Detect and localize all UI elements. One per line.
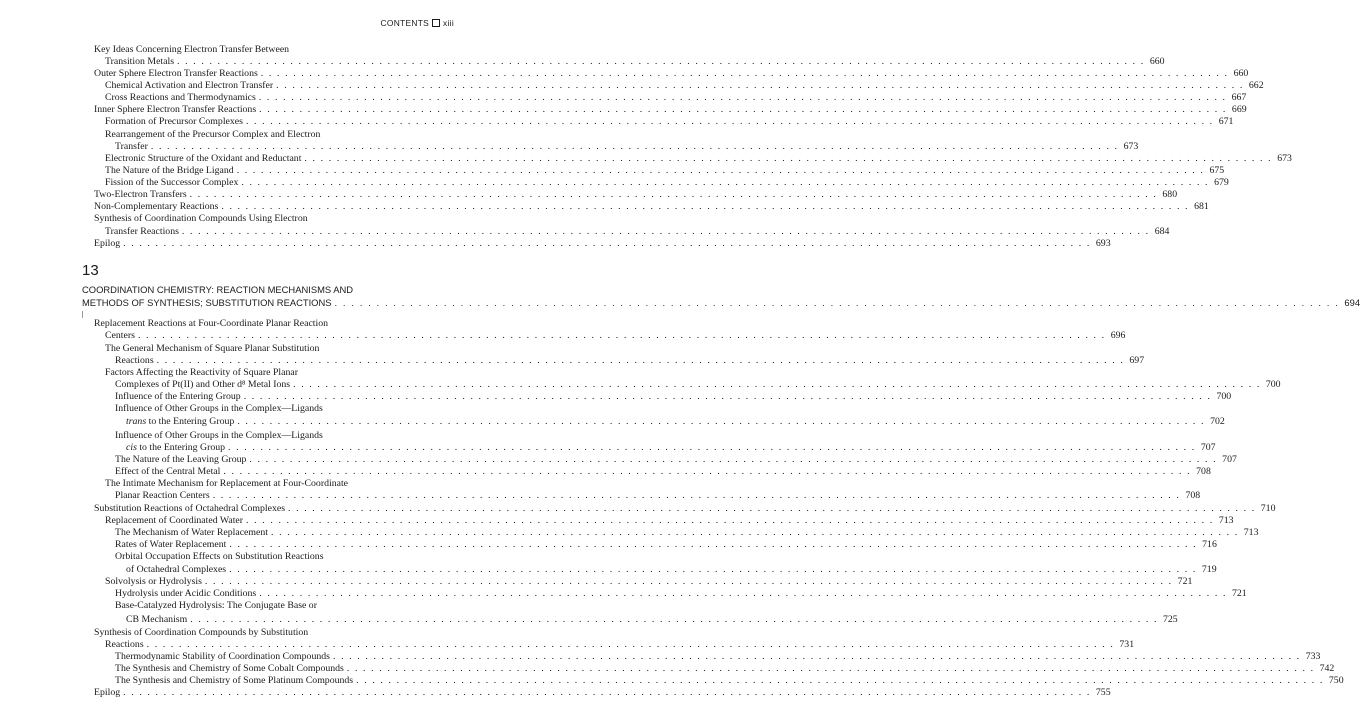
dot-leader: . . . . . . . . . . . . . . . . . . . . . . . . . . . . . . . . . . . . . . . . . . . . . . . . . . . . . . . . . . . . . . . . . . . . . . . . . . . . . . . . . . . . . . . . . . . . . . . . . . . . . . . . . . . . . . . . . . . . . . . .: [177, 56, 1145, 67]
dot-leader: . . . . . . . . . . . . . . . . . . . . . . . . . . . . . . . . . . . . . . . . . . . . . . . . . . . . . . . . . . . . . . . . . . . . . . . . . . . . . . . . . . . . . . . . . . . . . . . . . . . . . . . . . . . . . . . . . . . . . . . .: [249, 454, 1218, 465]
toc-entry-title: Transfer Reactions: [105, 226, 179, 237]
toc-entry-title: Fission of the Successor Complex: [105, 177, 239, 188]
toc-entry-title: Epilog: [94, 687, 121, 698]
dot-leader: . . . . . . . . . . . . . . . . . . . . . . . . . . . . . . . . . . . . . . . . . . . . . . . . . . . . . . . . . . . . . . . . . . . . . . . . . . . . . . . . . . . . . . . . . . . . . . . . . . . . . . . . . . . . . . . . . . . . . . . .: [334, 297, 1340, 308]
dot-leader: . . . . . . . . . . . . . . . . . . . . . . . . . . . . . . . . . . . . . . . . . . . . . . . . . . . . . . . . . . . . . . . . . . . . . . . . . . . . . . . . . . . . . . . . . . . . . . . . . . . . . . . . . . . . . . . . . . . . . . . .: [332, 651, 1301, 662]
dot-leader: . . . . . . . . . . . . . . . . . . . . . . . . . . . . . . . . . . . . . . . . . . . . . . . . . . . . . . . . . . . . . . . . . . . . . . . . . . . . . . . . . . . . . . . . . . . . . . . . . . . . . . . . . . . . . . . . . . . . . . . .: [260, 68, 1229, 79]
dot-leader: . . . . . . . . . . . . . . . . . . . . . . . . . . . . . . . . . . . . . . . . . . . . . . . . . . . . . . . . . . . . . . . . . . . . . . . . . . . . . . . . . . . . . . . . . . . . . . . . . . . . . . . . . . . . . . . . . . . . . . . .: [146, 639, 1115, 650]
dot-leader: . . . . . . . . . . . . . . . . . . . . . . . . . . . . . . . . . . . . . . . . . . . . . . . . . . . . . . . . . . . . . . . . . . . . . . . . . . . . . . . . . . . . . . . . . . . . . . . . . . . . . . . . . . . . . . . . . . . . . . . .: [137, 330, 1106, 341]
dot-leader: . . . . . . . . . . . . . . . . . . . . . . . . . . . . . . . . . . . . . . . . . . . . . . . . . . . . . . . . . . . . . . . . . . . . . . . . . . . . . . . . . . . . . . . . . . . . . . . . . . . . . . . . . . . . . . . . . . . . . . . .: [258, 92, 1227, 103]
toc-entry: [105, 129, 454, 141]
toc-entry-page: 675: [1209, 165, 1225, 176]
toc-entry-title: COORDINATION CHEMISTRY: REACTION MECHANISMS AND: [82, 284, 354, 295]
toc-entry-page: 696: [1110, 330, 1126, 341]
toc-entry-title: Solvolysis or Hydrolysis: [105, 576, 202, 587]
toc-entry: [105, 165, 1225, 177]
toc-entry-page: 660: [1149, 56, 1165, 67]
toc-entry: [115, 391, 1232, 403]
toc-entry-page: 679: [1214, 177, 1229, 188]
toc-entry: [115, 379, 1281, 391]
toc-entry-title: of Octahedral Complexes: [126, 564, 227, 575]
toc-entry-page: 681: [1194, 201, 1209, 212]
toc-entry-title: Formation of Precursor Complexes: [105, 116, 243, 127]
toc-entry: [105, 639, 1135, 651]
dot-leader: . . . . . . . . . . . . . . . . . . . . . . . . . . . . . . . . . . . . . . . . . . . . . . . . . . . . . . . . . . . . . . . . . . . . . . . . . . . . . . . . . . . . . . . . . . . . . . . . . . . . . . . . . . . . . . . . . . . . . . . .: [181, 226, 1150, 237]
toc-entry: [105, 92, 1247, 104]
toc-entry: [126, 416, 1225, 428]
dot-leader: . . . . . . . . . . . . . . . . . . . . . . . . . . . . . . . . . . . . . . . . . . . . . . . . . . . . . . . . . . . . . . . . . . . . . . . . . . . . . . . . . . . . . . . . . . . . . . . . . . . . . . . . . . . . . . . . . . . . . . . .: [237, 416, 1206, 427]
toc-entry-page: 669: [1231, 104, 1247, 115]
toc-entry-page: 667: [1231, 92, 1247, 103]
running-head: [381, 18, 454, 28]
dot-leader: . . . . . . . . . . . . . . . . . . . . . . . . . . . . . . . . . . . . . . . . . . . . . . . . . . . . . . . . . . . . . . . . . . . . . . . . . . . . . . . . . . . . . . . . . . . . . . . . . . . . . . . . . . . . . . . . . . . . . . . .: [241, 177, 1210, 188]
toc-entry-page: 708: [1196, 466, 1211, 477]
toc-entry: [126, 564, 1217, 576]
toc-entry-page: 673: [1277, 153, 1292, 164]
dot-leader: . . . . . . . . . . . . . . . . . . . . . . . . . . . . . . . . . . . . . . . . . . . . . . . . . . . . . . . . . . . . . . . . . . . . . . . . . . . . . . . . . . . . . . . . . . . . . . . . . . . . . . . . . . . . . . . . . . . . . . . .: [356, 675, 1324, 686]
dot-leader: . . . . . . . . . . . . . . . . . . . . . . . . . . . . . . . . . . . . . . . . . . . . . . . . . . . . . . . . . . . . . . . . . . . . . . . . . . . . . . . . . . . . . . . . . . . . . . . . . . . . . . . . . . . . . . . . . . . . . . . .: [223, 466, 1192, 477]
toc-entry-title: The Synthesis and Chemistry of Some Cobalt Compounds: [115, 663, 344, 674]
toc-entry-title: Factors Affecting the Reactivity of Square Planar: [105, 367, 298, 378]
toc-entry-title: Synthesis of Coordination Compounds Using Electron: [94, 213, 308, 224]
toc-entry-title: Rearrangement of the Precursor Complex and Electron: [105, 129, 321, 140]
toc-entry-page: 731: [1119, 639, 1135, 650]
dot-leader: . . . . . . . . . . . . . . . . . . . . . . . . . . . . . . . . . . . . . . . . . . . . . . . . . . . . . . . . . . . . . . . . . . . . . . . . . . . . . . . . . . . . . . . . . . . . . . . . . . . . . . . . . . . . . . . . . . . . . . . .: [245, 116, 1214, 127]
running-head-page: xiii: [443, 18, 454, 28]
dot-leader: . . . . . . . . . . . . . . . . . . . . . . . . . . . . . . . . . . . . . . . . . . . . . . . . . . . . . . . . . . . . . . . . . . . . . . . . . . . . . . . . . . . . . . . . . . . . . . . . . . . . . . . . . . . . . . . . . . . . . . . .: [236, 165, 1205, 176]
toc-entry: [94, 201, 1209, 213]
toc-entry-page: 707: [1222, 454, 1237, 465]
toc-entry-title: Inner Sphere Electron Transfer Reactions: [94, 104, 257, 115]
toc-entry: [115, 551, 454, 563]
toc-entry-title: METHODS OF SYNTHESIS; SUBSTITUTION REACTIONS: [82, 297, 332, 308]
dot-leader: . . . . . . . . . . . . . . . . . . . . . . . . . . . . . . . . . . . . . . . . . . . . . . . . . . . . . . . . . . . . . . . . . . . . . . . . . . . . . . . . . . . . . . . . . . . . . . . . . . . . . . . . . . . . . . . . . . . . . . . .: [259, 588, 1227, 599]
chapter-number: 13: [82, 262, 99, 279]
toc-entry-page: 680: [1162, 189, 1178, 200]
toc-entry: [94, 687, 1111, 699]
toc-entry: [105, 177, 1229, 189]
toc-entry-title: Influence of Other Groups in the Complex—Ligands: [115, 430, 323, 441]
toc-entry-page: 710: [1260, 503, 1276, 514]
toc-entry-title: cis to the Entering Group: [126, 442, 226, 453]
toc-entry-title: Two-Electron Transfers: [94, 189, 187, 200]
toc-entry: [115, 141, 1139, 153]
toc-entry-title: Reactions: [105, 639, 144, 650]
toc-entry: [105, 226, 1170, 238]
toc-entry-title: Influence of the Entering Group: [115, 391, 241, 402]
toc-entry-title: Influence of Other Groups in the Complex—Ligands: [115, 403, 323, 414]
toc-entry: [126, 442, 1216, 454]
toc-entry-title: The Mechanism of Water Replacement: [115, 527, 268, 538]
toc-entry-page: 684: [1154, 226, 1170, 237]
toc-entry-title: Synthesis of Coordination Compounds by Substitution: [94, 627, 309, 638]
dot-leader: . . . . . . . . . . . . . . . . . . . . . . . . . . . . . . . . . . . . . . . . . . . . . . . . . . . . . . . . . . . . . . . . . . . . . . . . . . . . . . . . . . . . . . . . . . . . . . . . . . . . . . . . . . . . . . . . . . . . . . . .: [212, 490, 1181, 501]
toc-entry-title: Planar Reaction Centers: [115, 490, 210, 501]
toc-entry-title: CB Mechanism: [126, 614, 188, 625]
toc-entry: [115, 490, 1201, 502]
toc-entry-title: The Nature of the Leaving Group: [115, 454, 247, 465]
toc-entry-page: 702: [1210, 416, 1225, 427]
toc-entry-page: 733: [1305, 651, 1321, 662]
toc-entry-title: Base-Catalyzed Hydrolysis: The Conjugate Base or: [115, 600, 317, 611]
dot-leader: . . . . . . . . . . . . . . . . . . . . . . . . . . . . . . . . . . . . . . . . . . . . . . . . . . . . . . . . . . . . . . . . . . . . . . . . . . . . . . . . . . . . . . . . . . . . . . . . . . . . . . . . . . . . . . . . . . . . . . . .: [189, 189, 1158, 200]
toc-entry-page: 707: [1200, 442, 1216, 453]
running-head-label: CONTENTS: [380, 18, 430, 28]
toc-entry: [115, 663, 1335, 675]
toc-entry: [94, 189, 1178, 201]
square-box-icon: [432, 19, 440, 27]
toc-entry-title: The General Mechanism of Square Planar Substitution: [105, 343, 320, 354]
toc-entry-title: Thermodynamic Stability of Coordination Compounds: [115, 651, 330, 662]
dot-leader: . . . . . . . . . . . . . . . . . . . . . . . . . . . . . . . . . . . . . . . . . . . . . . . . . . . . . . . . . . . . . . . . . . . . . . . . . . . . . . . . . . . . . . . . . . . . . . . . . . . . . . . . . . . . . . . . . . . . . . . .: [259, 104, 1227, 115]
toc-entry-title: trans to the Entering Group: [126, 416, 235, 427]
toc-entry: [94, 44, 454, 56]
toc-entry: [94, 213, 454, 225]
toc-entry-page: 708: [1185, 490, 1201, 501]
toc-entry: [105, 576, 1193, 588]
toc-entry-title: Transition Metals: [105, 56, 175, 67]
toc-entry-title: Replacement Reactions at Four-Coordinate Planar Reaction: [94, 318, 329, 329]
toc-entry-page: 697: [1129, 355, 1145, 366]
dot-leader: . . . . . . . . . . . . . . . . . . . . . . . . . . . . . . . . . . . . . . . . . . . . . . . . . . . . . . . . . . . . . . . . . . . . . . . . . . . . . . . . . . . . . . . . . . . . . . . . . . . . . . . . . . . . . . . . . . . . . . . .: [346, 663, 1315, 674]
toc-entry: [105, 56, 1165, 68]
toc-entry: [105, 116, 1234, 128]
toc-entry-page: 742: [1319, 663, 1335, 674]
toc-entry: [105, 515, 1234, 527]
toc-entry: [82, 284, 454, 296]
toc-entry: [94, 503, 1276, 515]
dot-leader: . . . . . . . . . . . . . . . . . . . . . . . . . . . . . . . . . . . . . . . . . . . . . . . . . . . . . . . . . . . . . . . . . . . . . . . . . . . . . . . . . . . . . . . . . . . . . . . . . . . . . . . . . . . . . . . . . . . . . . . .: [229, 564, 1197, 575]
dot-leader: . . . . . . . . . . . . . . . . . . . . . . . . . . . . . . . . . . . . . . . . . . . . . . . . . . . . . . . . . . . . . . . . . . . . . . . . . . . . . . . . . . . . . . . . . . . . . . . . . . . . . . . . . . . . . . . . . . . . . . . .: [150, 141, 1119, 152]
toc-entry-page: 662: [1248, 80, 1264, 91]
toc-entry-title: Chemical Activation and Electron Transfer: [105, 80, 274, 91]
toc-entry-page: 716: [1202, 539, 1217, 550]
dot-leader: . . . . . . . . . . . . . . . . . . . . . . . . . . . . . . . . . . . . . . . . . . . . . . . . . . . . . . . . . . . . . . . . . . . . . . . . . . . . . . . . . . . . . . . . . . . . . . . . . . . . . . . . . . . . . . . . . . . . . . . .: [243, 391, 1212, 402]
toc-entry-title: Rates of Water Replacement: [115, 539, 227, 550]
toc-entry: [115, 539, 1217, 551]
toc-entry-page: 719: [1201, 564, 1217, 575]
toc-entry-title: Complexes of Pt(II) and Other d⁸ Metal Ions: [115, 379, 291, 390]
toc-entry: [115, 466, 1211, 478]
toc-entry-title: Non-Complementary Reactions: [94, 201, 219, 212]
toc-entry-title: Orbital Occupation Effects on Substitution Reactions: [115, 551, 324, 562]
toc-entry-page: 713: [1218, 515, 1234, 526]
toc-entry-title: The Intimate Mechanism for Replacement at Four-Coordinate: [105, 478, 349, 489]
toc-entry: [82, 297, 1360, 309]
toc-entry: [94, 68, 1249, 80]
toc-entry: [126, 614, 1178, 626]
toc-entry: [115, 651, 1321, 663]
toc-entry: [115, 527, 1259, 539]
toc-entry-page: 673: [1123, 141, 1139, 152]
toc-entry-title: Reactions: [115, 355, 154, 366]
toc-entry: [115, 588, 1247, 600]
toc-entry: [94, 104, 1247, 116]
toc-entry: [94, 318, 454, 330]
toc-entry-page: 713: [1243, 527, 1259, 538]
dot-leader: . . . . . . . . . . . . . . . . . . . . . . . . . . . . . . . . . . . . . . . . . . . . . . . . . . . . . . . . . . . . . . . . . . . . . . . . . . . . . . . . . . . . . . . . . . . . . . . . . . . . . . . . . . . . . . . . . . . . . . . .: [304, 153, 1273, 164]
toc-entry-page: 700: [1265, 379, 1281, 390]
toc-entry-title: Electronic Structure of the Oxidant and Reductant: [105, 153, 302, 164]
toc-entry-title: Epilog: [94, 238, 121, 249]
dot-leader: . . . . . . . . . . . . . . . . . . . . . . . . . . . . . . . . . . . . . . . . . . . . . . . . . . . . . . . . . . . . . . . . . . . . . . . . . . . . . . . . . . . . . . . . . . . . . . . . . . . . . . . . . . . . . . . . . . . . . . . .: [288, 503, 1256, 514]
toc-entry: [105, 330, 1126, 342]
dot-leader: . . . . . . . . . . . . . . . . . . . . . . . . . . . . . . . . . . . . . . . . . . . . . . . . . . . . . . . . . . . . . . . . . . . . . . . . . . . . . . . . . . . . . . . . . . . . . . . . . . . . . . . . . . . . . . . . . . . . . . . .: [156, 355, 1125, 366]
toc-entry-title: Substitution Reactions of Octahedral Complexes: [94, 503, 286, 514]
dot-leader: . . . . . . . . . . . . . . . . . . . . . . . . . . . . . . . . . . . . . . . . . . . . . . . . . . . . . . . . . . . . . . . . . . . . . . . . . . . . . . . . . . . . . . . . . . . . . . . . . . . . . . . . . . . . . . . . . . . . . . . .: [246, 515, 1214, 526]
toc-entry-title: The Synthesis and Chemistry of Some Platinum Compounds: [115, 675, 354, 686]
dot-leader: . . . . . . . . . . . . . . . . . . . . . . . . . . . . . . . . . . . . . . . . . . . . . . . . . . . . . . . . . . . . . . . . . . . . . . . . . . . . . . . . . . . . . . . . . . . . . . . . . . . . . . . . . . . . . . . . . . . . . . . .: [123, 687, 1091, 698]
dot-leader: . . . . . . . . . . . . . . . . . . . . . . . . . . . . . . . . . . . . . . . . . . . . . . . . . . . . . . . . . . . . . . . . . . . . . . . . . . . . . . . . . . . . . . . . . . . . . . . . . . . . . . . . . . . . . . . . . . . . . . . .: [221, 201, 1190, 212]
toc-entry-page: 660: [1233, 68, 1249, 79]
toc-entry-title: Replacement of Coordinated Water: [105, 515, 244, 526]
margin-rule: [82, 311, 83, 318]
toc-entry-page: 755: [1095, 687, 1111, 698]
dot-leader: . . . . . . . . . . . . . . . . . . . . . . . . . . . . . . . . . . . . . . . . . . . . . . . . . . . . . . . . . . . . . . . . . . . . . . . . . . . . . . . . . . . . . . . . . . . . . . . . . . . . . . . . . . . . . . . . . . . . . . . .: [276, 80, 1244, 91]
toc-entry-title: Outer Sphere Electron Transfer Reactions: [94, 68, 258, 79]
dot-leader: . . . . . . . . . . . . . . . . . . . . . . . . . . . . . . . . . . . . . . . . . . . . . . . . . . . . . . . . . . . . . . . . . . . . . . . . . . . . . . . . . . . . . . . . . . . . . . . . . . . . . . . . . . . . . . . . . . . . . . . .: [123, 238, 1091, 249]
toc-entry-title: Centers: [105, 330, 135, 341]
dot-leader: . . . . . . . . . . . . . . . . . . . . . . . . . . . . . . . . . . . . . . . . . . . . . . . . . . . . . . . . . . . . . . . . . . . . . . . . . . . . . . . . . . . . . . . . . . . . . . . . . . . . . . . . . . . . . . . . . . . . . . . .: [293, 379, 1261, 390]
dot-leader: . . . . . . . . . . . . . . . . . . . . . . . . . . . . . . . . . . . . . . . . . . . . . . . . . . . . . . . . . . . . . . . . . . . . . . . . . . . . . . . . . . . . . . . . . . . . . . . . . . . . . . . . . . . . . . . . . . . . . . . .: [204, 576, 1173, 587]
toc-entry-page: 693: [1095, 238, 1111, 249]
toc-entry-page: 721: [1177, 576, 1193, 587]
toc-entry-page: 750: [1328, 675, 1344, 686]
toc-entry: [115, 600, 454, 612]
toc-entry-page: 700: [1216, 391, 1232, 402]
toc-entry: [115, 355, 1145, 367]
toc-entry-title: The Nature of the Bridge Ligand: [105, 165, 234, 176]
toc-entry: [115, 675, 1344, 687]
dot-leader: . . . . . . . . . . . . . . . . . . . . . . . . . . . . . . . . . . . . . . . . . . . . . . . . . . . . . . . . . . . . . . . . . . . . . . . . . . . . . . . . . . . . . . . . . . . . . . . . . . . . . . . . . . . . . . . . . . . . . . . .: [271, 527, 1239, 538]
toc-entry: [105, 80, 1264, 92]
toc-entry: [115, 403, 454, 415]
toc-entry-page: 721: [1232, 588, 1247, 599]
dot-leader: . . . . . . . . . . . . . . . . . . . . . . . . . . . . . . . . . . . . . . . . . . . . . . . . . . . . . . . . . . . . . . . . . . . . . . . . . . . . . . . . . . . . . . . . . . . . . . . . . . . . . . . . . . . . . . . . . . . . . . . .: [229, 539, 1198, 550]
toc-entry: [94, 627, 454, 639]
toc-entry-title: Hydrolysis under Acidic Conditions: [115, 588, 257, 599]
toc-entry-page: 694: [1344, 297, 1360, 308]
toc-entry-title: Transfer: [115, 141, 148, 152]
toc-entry-page: 725: [1163, 614, 1178, 625]
toc-entry: [105, 367, 454, 379]
dot-leader: . . . . . . . . . . . . . . . . . . . . . . . . . . . . . . . . . . . . . . . . . . . . . . . . . . . . . . . . . . . . . . . . . . . . . . . . . . . . . . . . . . . . . . . . . . . . . . . . . . . . . . . . . . . . . . . . . . . . . . . .: [228, 442, 1196, 453]
toc-entry: [115, 430, 454, 442]
dot-leader: . . . . . . . . . . . . . . . . . . . . . . . . . . . . . . . . . . . . . . . . . . . . . . . . . . . . . . . . . . . . . . . . . . . . . . . . . . . . . . . . . . . . . . . . . . . . . . . . . . . . . . . . . . . . . . . . . . . . . . . .: [190, 614, 1158, 625]
toc-entry: [105, 153, 1292, 165]
toc-entry: [105, 343, 454, 355]
toc-entry-title: Key Ideas Concerning Electron Transfer Between: [94, 44, 290, 55]
toc-entry: [115, 454, 1237, 466]
toc-entry-title: Cross Reactions and Thermodynamics: [105, 92, 256, 103]
toc-entry: [94, 238, 1111, 250]
toc-entry: [105, 478, 454, 490]
toc-entry-page: 671: [1218, 116, 1234, 127]
toc-entry-title: Effect of the Central Metal: [115, 466, 221, 477]
